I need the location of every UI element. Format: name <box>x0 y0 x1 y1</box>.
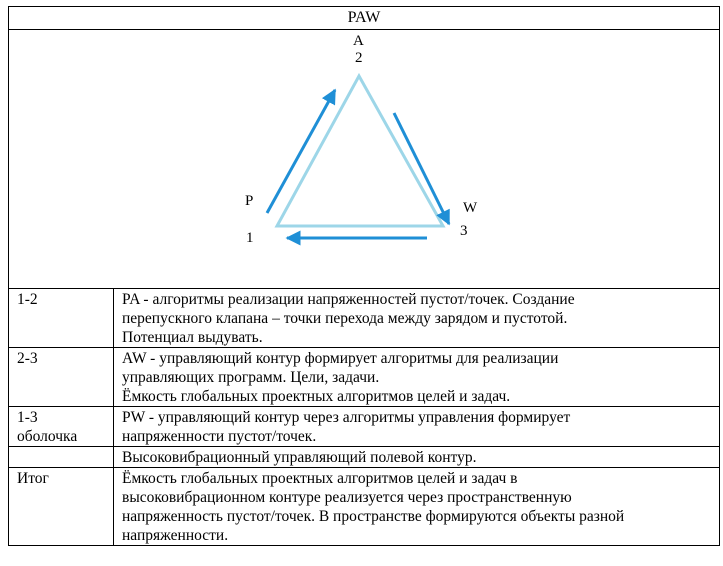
row-description-cell <box>114 348 720 407</box>
row-key-cell <box>9 407 114 447</box>
row-key-cell <box>9 468 114 546</box>
row-description-line: управляющих программ. Цели, задачи. <box>122 369 380 386</box>
row-key-line: 2-3 <box>17 350 38 367</box>
vertex-w-number: 3 <box>460 223 468 239</box>
vertex-p-letter: P <box>245 193 254 209</box>
row-description-line: PA - алгоритмы реализации напряженностей пустот/точек. Создание <box>122 291 575 308</box>
row-description-line: Ёмкость глобальных проектных алгоритмов целей и задач. <box>122 388 511 405</box>
row-description-line: напряженности пустот/точек. <box>122 428 317 445</box>
row-key-line: 1-2 <box>17 291 38 308</box>
paw-document <box>8 6 720 546</box>
triangle-diagram <box>9 30 719 289</box>
row-description-line: перепускного клапана – точки перехода между зарядом и пустотой. <box>122 310 568 327</box>
row-description-line: PW - управляющий контур через алгоритмы управления формирует <box>122 409 571 426</box>
vertex-a-number: 2 <box>355 50 363 66</box>
row-key-cell <box>9 447 114 468</box>
row-description-cell <box>114 407 720 447</box>
row-description-line: Высоковибрационный управляющий полевой контур. <box>122 449 477 466</box>
arrow-p-to-a <box>267 90 335 213</box>
row-description-line: Ёмкость глобальных проектных алгоритмов целей и задач в <box>122 470 518 487</box>
triangle-diagram-svg <box>9 30 719 288</box>
row-key-line: Итог <box>17 470 49 487</box>
vertex-a-letter: A <box>353 33 364 49</box>
row-description-cell <box>114 289 720 348</box>
table-row <box>9 447 719 468</box>
table-row <box>9 289 719 348</box>
document-title: PAW <box>9 7 719 30</box>
row-description-line: Потенциал выдувать. <box>122 329 263 346</box>
arrow-a-to-w <box>394 113 449 224</box>
row-key-line: 1-3 <box>17 409 38 426</box>
table-row <box>9 348 719 407</box>
vertex-p-number: 1 <box>246 230 254 246</box>
row-description-line: напряженность пустот/точек. В пространстве формируются объекты разной <box>122 508 625 525</box>
row-description-line: напряженности. <box>122 527 229 544</box>
row-key-line: оболочка <box>17 428 78 445</box>
description-table <box>9 289 719 545</box>
vertex-w-letter: W <box>463 200 478 216</box>
table-row <box>9 468 719 546</box>
row-key-cell <box>9 348 114 407</box>
row-key-cell <box>9 289 114 348</box>
table-row <box>9 407 719 447</box>
row-description-line: AW - управляющий контур формирует алгоритмы для реализации <box>122 350 559 367</box>
row-description-cell <box>114 447 720 468</box>
row-description-line: высоковибрационном контуре реализуется через пространственную <box>122 489 572 506</box>
row-description-cell <box>114 468 720 546</box>
